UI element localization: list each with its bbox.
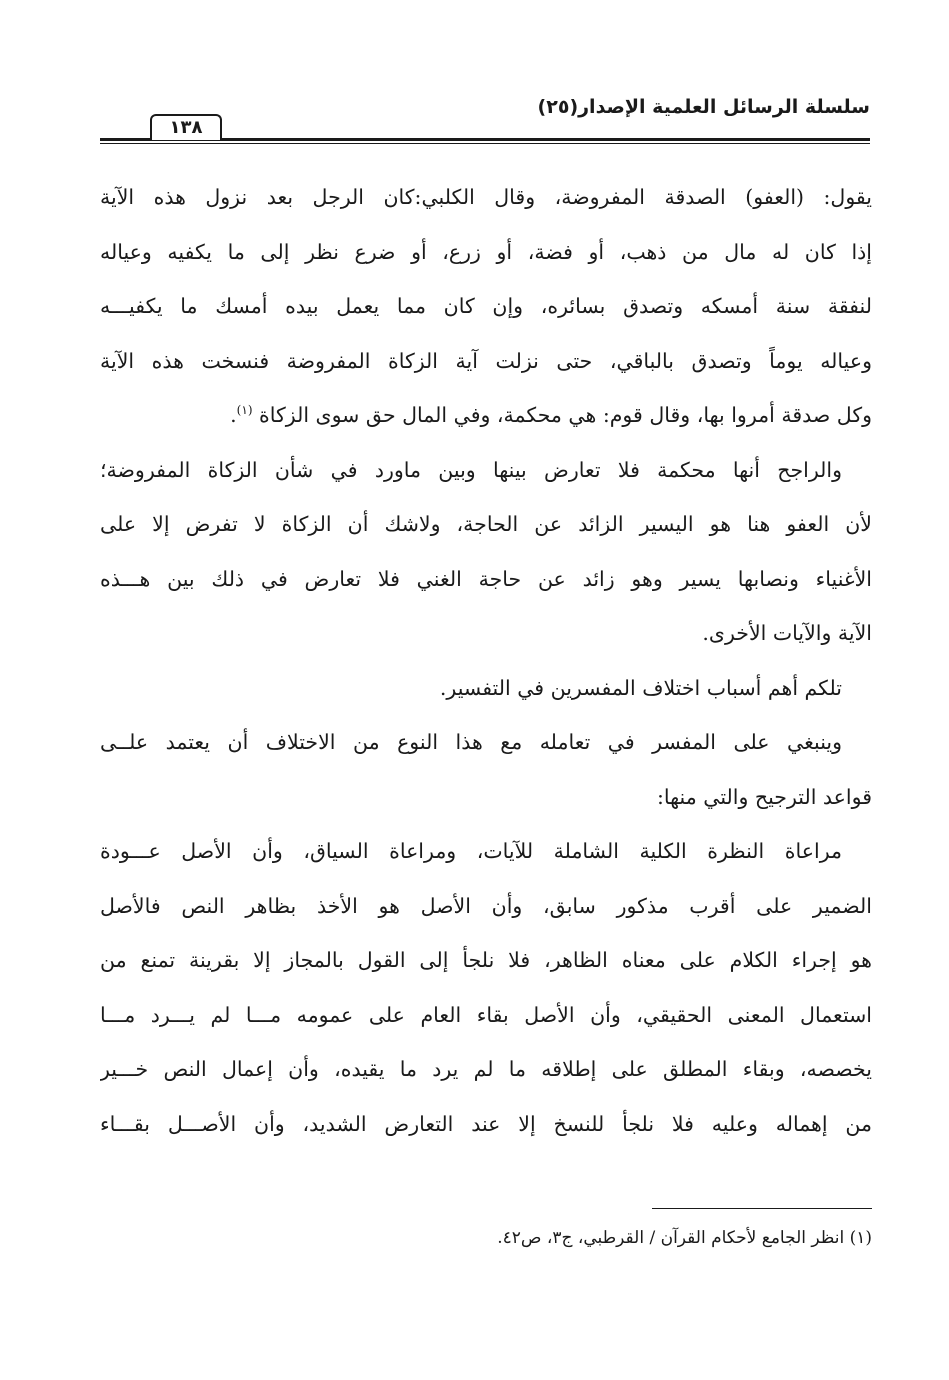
text-line-10: تلكم أهم أسباب اختلاف المفسرين في التفسير. [439,675,842,700]
header-rule-thin [100,143,870,144]
text-line-1: يقول: (العفو) الصدقة المفروضة، وقال الكلبي:كان الرجل بعد نزول هذه الآية [100,185,872,209]
page-header [100,88,870,148]
text-line-13: مراعاة النظرة الكلية الشاملة للآيات، ومراعاة السياق، وأن الأصل عـــودة [100,839,842,863]
footnote-separator [652,1208,872,1209]
footnote-reference: (١) [236,403,253,418]
text-line-5 [100,388,872,443]
text-line-11: وينبغي على المفسر في تعامله مع هذا النوع من الاختلاف أن يعتمد علــى [100,730,842,754]
text-line-5-end: . [230,403,237,427]
text-line-2: إذا كان له مال من ذهب، أو فضة، أو زرع، أو ضرع نظر إلى ما يكفيه وعياله [100,239,872,264]
footnote: (١) انظر الجامع لأحكام القرآن / القرطبي، ج٣، ص٤٢. [497,1228,872,1248]
text-line-8: الأغنياء ونصابها يسير وهو زائد عن حاجة الغني فلا تعارض في ذلك بين هـــذه [100,566,872,591]
text-line-15: هو إجراء الكلام على معناه الظاهر، فلا نلجأ إلى القول بالمجاز إلا بقرينة تمنع من [100,948,872,972]
text-line-16: استعمال المعنى الحقيقي، وأن الأصل بقاء العام على عمومه مـــا لم يـــرد مـــا [100,1002,872,1027]
text-line-6: والراجح أنها محكمة فلا تعارض بينها وبين ماورد في شأن الزكاة المفروضة؛ [100,457,842,482]
text-line-17: يخصصه، وبقاء المطلق على إطلاقه ما لم يرد ما يقيده، وأن إعمال النص خـــير [100,1057,872,1081]
text-line-4: وعياله يوماً وتصدق بالباقي، حتى نزلت آية الزكاة المفروضة فنسخت هذه الآية [100,348,872,373]
series-title: سلسلة الرسائل العلمية الإصدار(٢٥) [537,96,870,118]
text-line-9: الآية والآيات الأخرى. [702,621,872,645]
text-line-14: الضمير على أقرب مذكور سابق، وأن الأصل هو الأخذ بظاهر النص فالأصل [100,893,872,918]
text-line-3: لنفقة سنة أمسكه وتصدق بسائره، وإن كان مما يعمل بيده أمسك ما يكفيـــه [100,294,872,318]
text-line-7: لأن العفو هنا هو اليسير الزائد عن الحاجة، ولاشك أن الزكاة لا تفرض إلا على [100,512,872,536]
body-text [100,170,872,1151]
page-number-tab [150,114,222,140]
text-line-5-body: وكل صدقة أمروا بها، وقال قوم: هي محكمة، وفي المال حق سوى الزكاة [259,403,872,427]
text-line-12: قواعد الترجيح والتي منها: [656,784,872,809]
page-number: ١٣٨ [169,117,203,138]
text-line-18: من إهماله وعليه فلا نلجأ للنسخ إلا عند التعارض الشديد، وأن الأصـــل بقـــاء [100,1111,872,1136]
